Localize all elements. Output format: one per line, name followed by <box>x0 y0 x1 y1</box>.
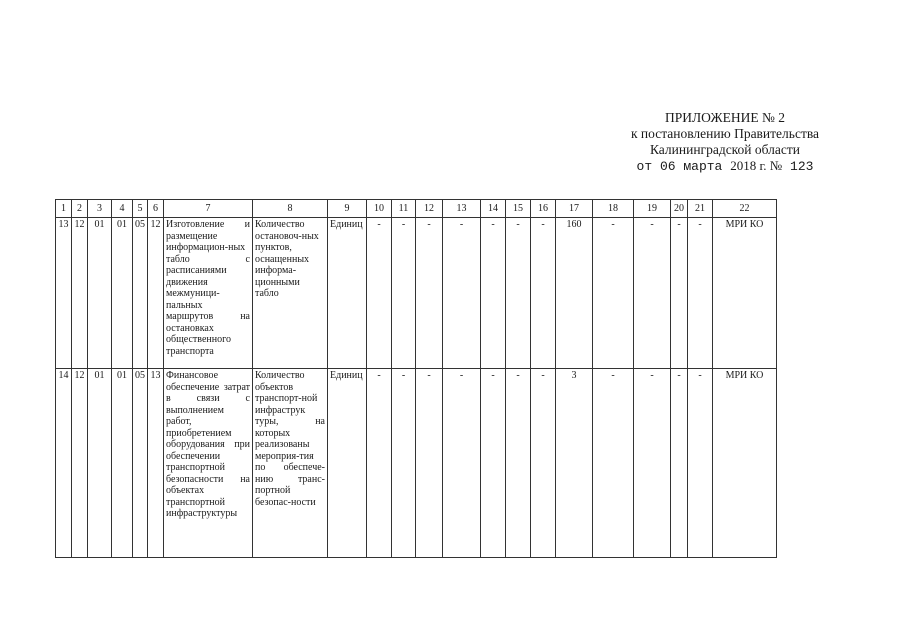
table-cell: - <box>671 369 688 558</box>
table-cell: - <box>593 369 634 558</box>
appendix-title: ПРИЛОЖЕНИЕ № 2 <box>664 110 786 125</box>
column-header: 13 <box>443 200 481 218</box>
table-cell: - <box>416 218 443 369</box>
column-header: 12 <box>416 200 443 218</box>
column-header: 18 <box>593 200 634 218</box>
table-cell: - <box>506 369 531 558</box>
appendix-heading <box>560 110 890 175</box>
column-header: 17 <box>556 200 593 218</box>
table-cell: - <box>481 218 506 369</box>
column-header: 6 <box>148 200 164 218</box>
table-cell: - <box>634 218 671 369</box>
table-cell: - <box>671 218 688 369</box>
appendix-subtitle: к постановлению Правительства <box>630 126 820 141</box>
table-cell: - <box>506 218 531 369</box>
column-header: 22 <box>713 200 777 218</box>
column-header: 3 <box>88 200 112 218</box>
table-cell: 13 <box>148 369 164 558</box>
indicator-cell: Количество остановоч-ных пунктов, оснащенных информа-ционными табло <box>253 218 328 369</box>
column-header: 5 <box>133 200 148 218</box>
table-row <box>56 218 777 369</box>
table-cell: - <box>593 218 634 369</box>
table-cell: 05 <box>133 218 148 369</box>
table-cell: 01 <box>112 369 133 558</box>
table-cell: 13 <box>56 218 72 369</box>
table-cell: - <box>443 218 481 369</box>
document-table <box>55 199 777 558</box>
event-description-cell: Финансовое обеспечение затрат в связи с выполнением работ, приобретением оборудования при обеспечении транспортной безопасности на объектах транспортной инфраструктуры <box>164 369 253 558</box>
column-header: 7 <box>164 200 253 218</box>
table-cell: 14 <box>56 369 72 558</box>
column-header: 1 <box>56 200 72 218</box>
table-cell: 01 <box>88 369 112 558</box>
table-cell: - <box>416 369 443 558</box>
appendix-date: от 06 марта <box>636 159 723 174</box>
table-cell: - <box>688 369 713 558</box>
table-cell: - <box>481 369 506 558</box>
column-header: 20 <box>671 200 688 218</box>
column-header: 15 <box>506 200 531 218</box>
table-cell: - <box>443 369 481 558</box>
table-cell: 12 <box>72 369 88 558</box>
column-header: 10 <box>367 200 392 218</box>
value-cell: 3 <box>556 369 593 558</box>
column-header: 2 <box>72 200 88 218</box>
column-header: 11 <box>392 200 416 218</box>
indicator-cell: Количество объектов транспорт-ной инфраструк туры, на которых реализованы мероприя-тия по обеспече-нию транс-портной безопас-ности <box>253 369 328 558</box>
table-row <box>56 369 777 558</box>
responsible-cell: МРИ КО <box>713 369 777 558</box>
table-cell: 01 <box>112 218 133 369</box>
column-header: 16 <box>531 200 556 218</box>
table-cell: - <box>531 369 556 558</box>
table-cell: 05 <box>133 369 148 558</box>
unit-cell: Единиц <box>328 369 367 558</box>
table-cell: 01 <box>88 218 112 369</box>
table-cell: - <box>392 218 416 369</box>
appendix-region: Калининградской области <box>649 142 801 157</box>
column-header: 4 <box>112 200 133 218</box>
value-cell: 160 <box>556 218 593 369</box>
table-cell: - <box>392 369 416 558</box>
unit-cell: Единиц <box>328 218 367 369</box>
event-description-cell: Изготовление и размещение информацион-ных табло с расписаниями движения межмуници-пальных маршрутов на остановках общественного транспорта <box>164 218 253 369</box>
column-header: 8 <box>253 200 328 218</box>
table-cell: - <box>634 369 671 558</box>
column-header: 21 <box>688 200 713 218</box>
table-cell: - <box>531 218 556 369</box>
table-cell: - <box>367 218 392 369</box>
column-header: 19 <box>634 200 671 218</box>
table-cell: - <box>367 369 392 558</box>
column-header: 9 <box>328 200 367 218</box>
column-header: 14 <box>481 200 506 218</box>
table-header-row <box>56 200 777 218</box>
responsible-cell: МРИ КО <box>713 218 777 369</box>
table-cell: 12 <box>148 218 164 369</box>
table-cell: - <box>688 218 713 369</box>
table-cell: 12 <box>72 218 88 369</box>
appendix-date-line <box>560 158 890 175</box>
appendix-number: 123 <box>790 159 814 174</box>
appendix-year: 2018 г. № <box>730 158 783 173</box>
